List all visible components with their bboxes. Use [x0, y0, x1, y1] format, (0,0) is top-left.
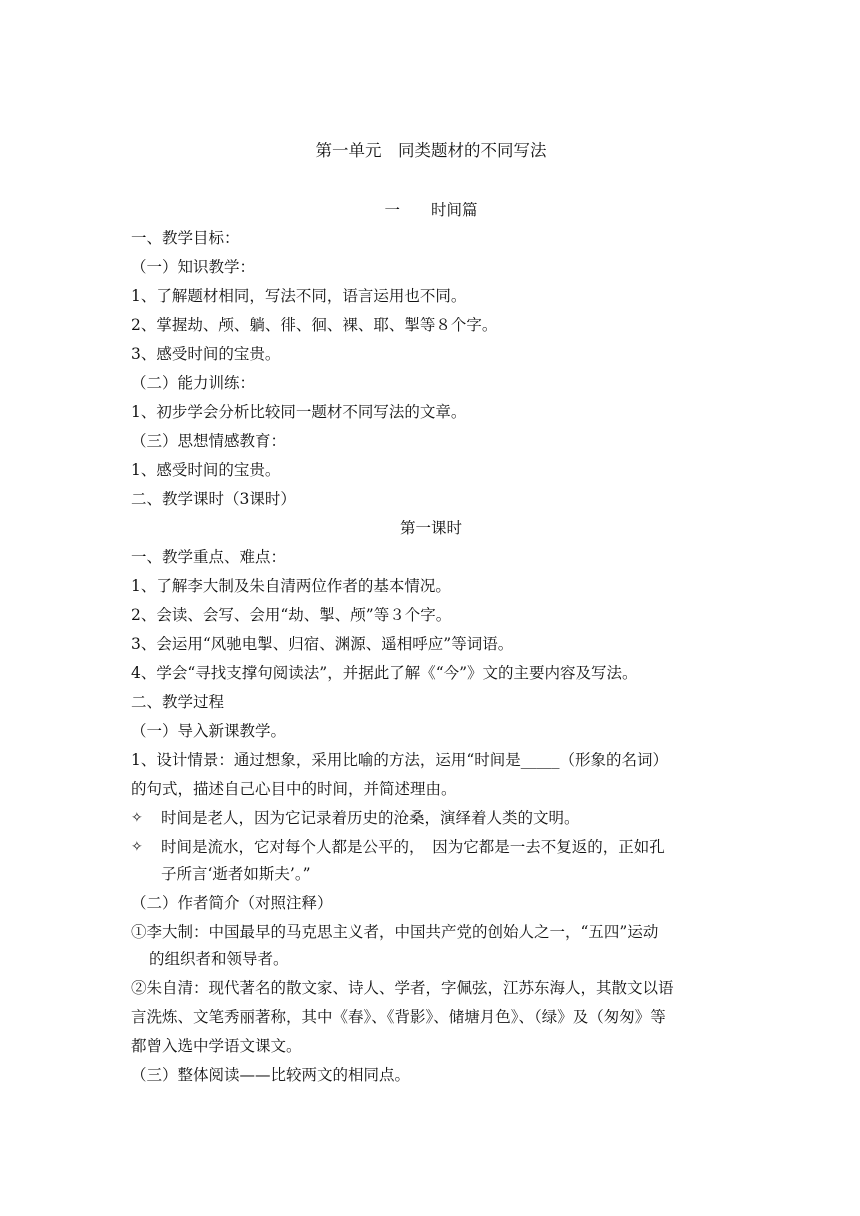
text-line: 二、教学过程: [131, 693, 225, 711]
text-line: 2、会读、会写、会用“劫、掣、颅”等３个字。: [131, 606, 452, 624]
text-line: 1、初步学会分析比较同一题材不同写法的文章。: [131, 403, 467, 421]
diamond-bullet-icon: ✧: [131, 839, 143, 855]
unit-title: 第一单元 同类题材的不同写法: [315, 141, 547, 160]
text-line: 1、了解李大制及朱自清两位作者的基本情况。: [131, 577, 451, 595]
text-line: 4、学会“寻找支撑句阅读法”，并据此了解《“今”》文的主要内容及写法。: [131, 664, 638, 682]
text-line: 3、感受时间的宝贵。: [131, 345, 281, 363]
author-heading: （二）作者简介（对照注释）: [131, 894, 333, 912]
bullet-text: 时间是流水，它对每个人都是公平的， 因为它都是一去不复返的，正如孔: [161, 838, 665, 856]
author-text: 的组织者和领导者。: [149, 950, 289, 968]
text-line: （一）导入新课教学。: [131, 722, 287, 740]
text-line: 2、掌握劫、颅、躺、徘、徊、裸、耶、掣等８个字。: [131, 316, 498, 334]
bullet-text: 时间是老人，因为它记录着历史的沧桑，演绎着人类的文明。: [161, 809, 580, 827]
text-line: （一）知识教学：: [131, 258, 256, 276]
author-text: ②朱自清：现代著名的散文家、诗人、学者，字佩弦，江苏东海人，其散文以语: [131, 979, 674, 997]
reading-heading: （三）整体阅读——比较两文的相同点。: [131, 1066, 411, 1084]
text-line: （二）能力训练：: [131, 374, 256, 392]
design-line: 的句式，描述自己心目中的时间，并简述理由。: [131, 780, 457, 798]
text-line: 1、了解题材相同，写法不同，语言运用也不同。: [131, 287, 467, 305]
bullet-text: 子所言‘逝者如斯夫’。”: [161, 865, 311, 883]
author-text: ①李大制：中国最早的马克思主义者，中国共产党的创始人之一，“五四”运动: [131, 923, 659, 941]
author-text: 都曾入选中学语文课文。: [131, 1037, 302, 1055]
text-line: （三）思想情感教育：: [131, 432, 287, 450]
author-text: 言洗炼、文笔秀丽著称，其中《春》、《背影》、储塘月色》、（绿》及（匆匆》等: [131, 1008, 666, 1026]
text-line: 一、教学目标：: [131, 229, 240, 247]
section-title: 一 时间篇: [384, 201, 478, 219]
lesson-heading: 第一课时: [399, 519, 462, 537]
text-line: 一、教学重点、难点：: [131, 548, 287, 566]
diamond-bullet-icon: ✧: [131, 810, 143, 826]
text-line: 1、感受时间的宝贵。: [131, 461, 281, 479]
text-line: 3、会运用“风驰电掣、归宿、渊源、遥相呼应”等词语。: [131, 635, 514, 653]
text-line: 二、教学课时（3课时）: [131, 490, 296, 508]
design-line: 1、设计情景：通过想象，采用比喻的方法，运用“时间是_____（形象的名词）: [131, 751, 669, 769]
